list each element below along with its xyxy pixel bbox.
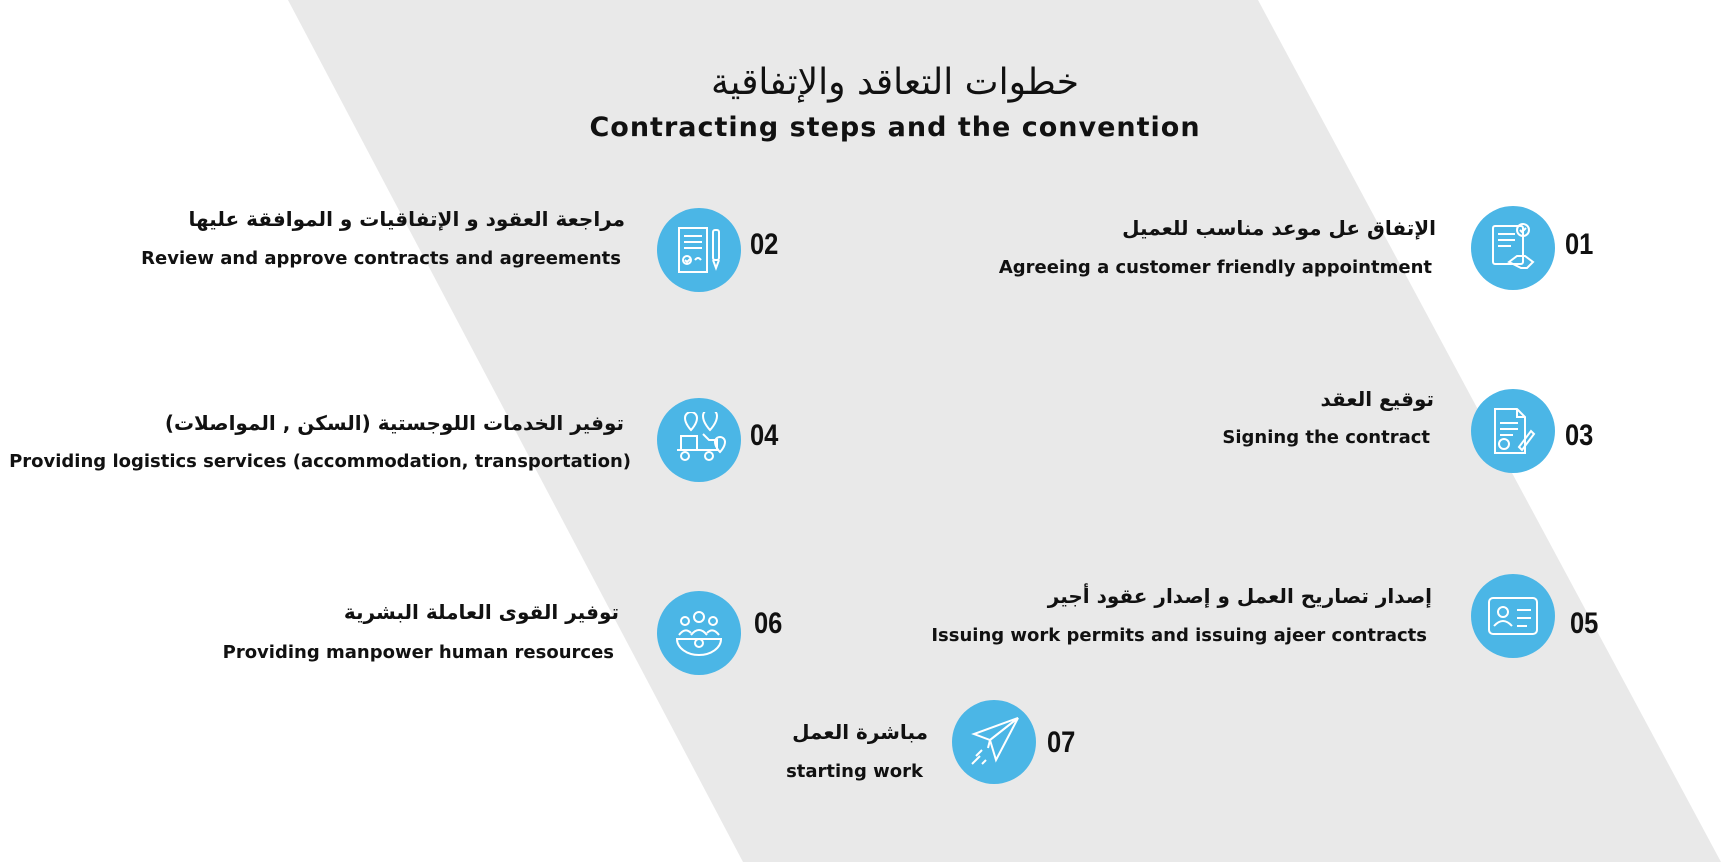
step-06-arabic: توفير القوى العاملة البشرية xyxy=(343,600,619,624)
step-01-arabic: الإتفاق عل موعد مناسب للعميل xyxy=(1122,216,1436,240)
step-05-circle xyxy=(1471,574,1555,658)
step-04-number: 04 xyxy=(750,419,779,452)
id-card-icon xyxy=(1485,588,1541,644)
step-07-number: 07 xyxy=(1047,726,1076,759)
step-05-english: Issuing work permits and issuing ajeer contracts xyxy=(931,625,1427,646)
step-06-english: Providing manpower human resources xyxy=(222,642,614,663)
paper-plane-icon xyxy=(966,714,1022,770)
step-03-circle xyxy=(1471,389,1555,473)
step-07-circle xyxy=(952,700,1036,784)
logistics-truck-icon xyxy=(671,412,727,468)
team-gear-icon xyxy=(671,605,727,661)
step-01-number: 01 xyxy=(1565,228,1594,261)
step-05-number: 05 xyxy=(1570,607,1599,640)
step-06-circle xyxy=(657,591,741,675)
step-01-circle xyxy=(1471,206,1555,290)
step-02-number: 02 xyxy=(750,228,779,261)
step-04-english: Providing logistics services (accommodation, transportation) xyxy=(9,451,631,472)
contract-review-icon xyxy=(671,222,727,278)
page-title-english: Contracting steps and the convention xyxy=(589,112,1201,143)
page-title-arabic: خطوات التعاقد والإتفاقية xyxy=(711,62,1079,103)
step-02-circle xyxy=(657,208,741,292)
step-06-number: 06 xyxy=(754,607,783,640)
step-05-arabic: إصدار تصاريح العمل و إصدار عقود أجير xyxy=(1047,584,1432,608)
step-02-english: Review and approve contracts and agreements xyxy=(141,248,621,269)
step-07-arabic: مباشرة العمل xyxy=(792,720,928,744)
step-03-english: Signing the contract xyxy=(1222,427,1430,448)
step-04-arabic: توفير الخدمات اللوجستية (السكن , المواصلات) xyxy=(164,411,624,435)
step-02-arabic: مراجعة العقود و الإتفاقيات و الموافقة عليها xyxy=(188,207,625,231)
handshake-contract-icon xyxy=(1485,220,1541,276)
step-03-number: 03 xyxy=(1565,419,1594,452)
step-07-english: starting work xyxy=(786,761,923,782)
contract-sign-icon xyxy=(1485,403,1541,459)
step-01-english: Agreeing a customer friendly appointment xyxy=(998,257,1432,278)
step-04-circle xyxy=(657,398,741,482)
step-03-arabic: توقيع العقد xyxy=(1320,387,1434,411)
